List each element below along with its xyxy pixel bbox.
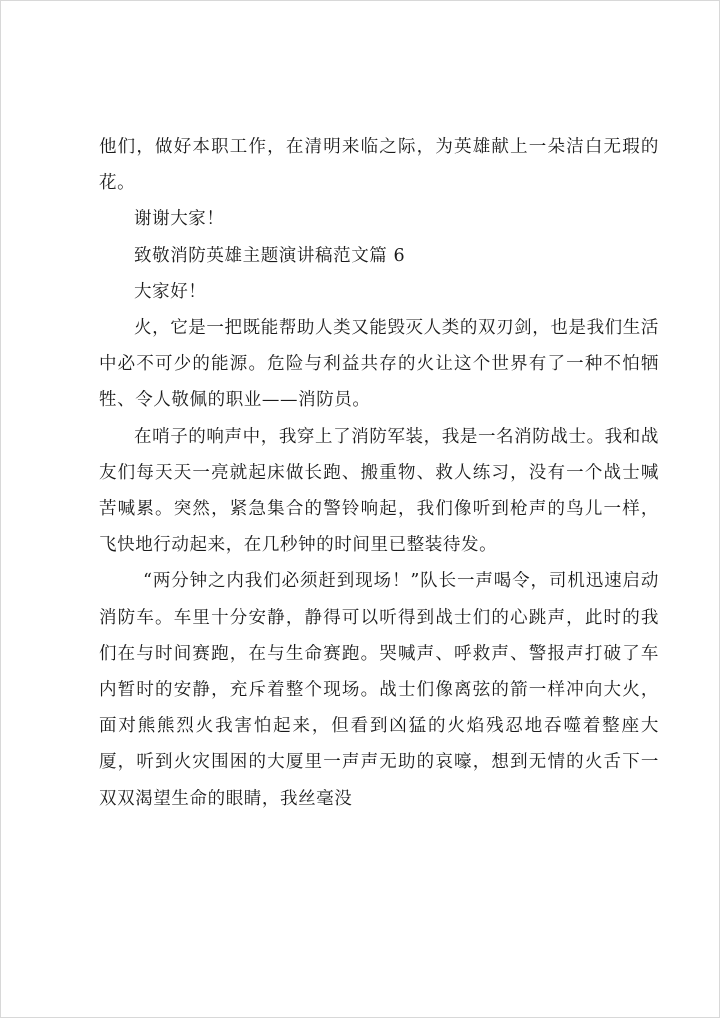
paragraph-greeting: 大家好！ bbox=[134, 281, 207, 302]
paragraph-training: 在哨子的响声中，我穿上了消防军装，我是一名消防战士。我和战友们每天天一亮就起床做长跑、搬重物、救人练习，没有一个战士喊苦喊累。突然，紧急集合的警铃响起，我们像听到枪声的鸟儿一样，飞快地行动起来，在几秒钟的时间里已整装待发。 bbox=[99, 426, 659, 556]
paragraph-continuation: 他们，做好本职工作，在清明来临之际，为英雄献上一朵洁白无瑕的花。 bbox=[99, 137, 659, 194]
paragraph-fire-intro: 火，它是一把既能帮助人类又能毁灭人类的双刃剑，也是我们生活中必不可少的能源。危险与利益共存的火让这个世界有了一种不怕牺牲、令人敬佩的职业——消防员。 bbox=[99, 318, 659, 411]
paragraph-rescue: “两分钟之内我们必须赶到现场！”队长一声喝令，司机迅速启动消防车。车里十分安静，静得可以听得到战士们的心跳声，此时的我们在与时间赛跑，在与生命赛跑。哭喊声、呼救声、警报声打破了车内暂时的安静，充斥着整个现场。战士们像离弦的箭一样冲向大火，面对熊熊烈火我害怕起来，但看到凶猛的火焰残忍地吞噬着整座大厦，听到火灾围困的大厦里一声声无助的哀嚎，想到无情的火舌下一双双渴望生命的眼睛，我丝毫没 bbox=[99, 571, 659, 809]
document-body bbox=[99, 129, 659, 817]
paragraph-thanks: 谢谢大家！ bbox=[134, 209, 225, 230]
section-heading: 致敬消防英雄主题演讲稿范文篇 6 bbox=[134, 245, 406, 266]
